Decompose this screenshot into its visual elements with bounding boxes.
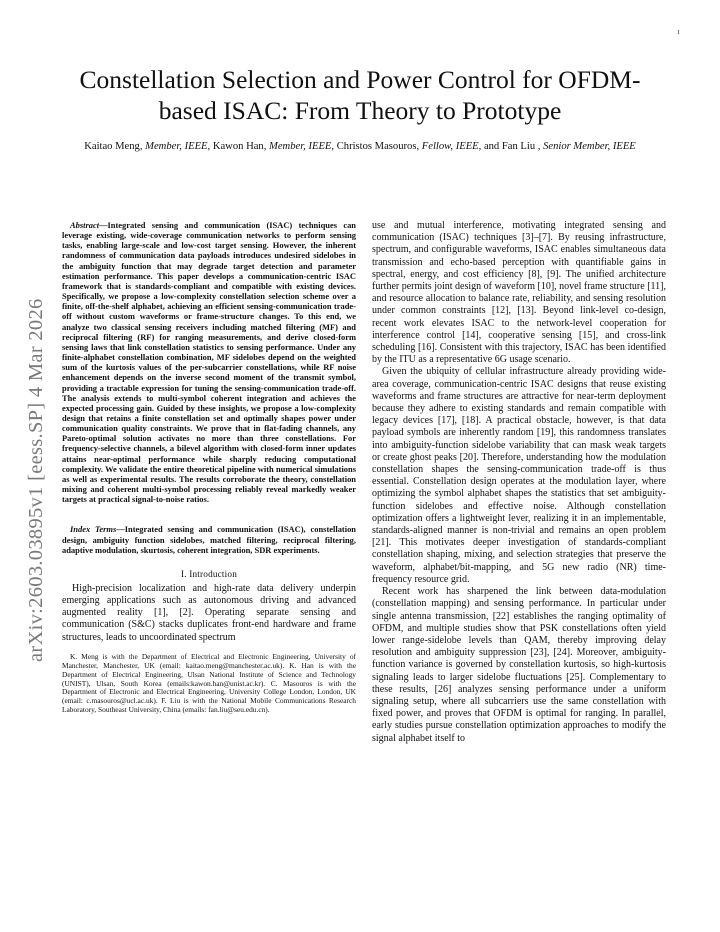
author-name: , Kawon Han,: [207, 141, 267, 152]
body-paragraph: Given the ubiquity of cellular infrastructure already providing wide-area coverage, communication-centric ISAC designs that reuse existing waveforms and frame structures are attractive for near-term deployment because they adhere to existing standards and remain compatible with legacy devices [17], [18]. A practical obstacle, however, is that data payload symbols are inherently random [19], this randomness translates into ambiguity-function sidelobe variability that can mask weak targets or create ghost peaks [20]. Therefore, understanding how the modulation constellation shapes the sensing-communication trade-off is thus essential. Constellation design operates at the modulation layer, where optimizing the symbol alphabet shapes the statistics that set ambiguity-function sidelobes and effective noise. Although constellation optimization offers a lightweight lever, realizing it in an implementable, standards-aligned manner is non-trivial and remains an open problem [21]. This motivates deeper investigation of standards-compliant constellation shaping, mixing, and selection strategies that preserve the waveform, alphabet/bit-mapping, and 5G new radio (NR) time-frequency resource grid.: [372, 366, 666, 585]
index-terms-label: Index Terms: [70, 524, 117, 535]
introduction-paragraph: High-precision localization and high-rate data delivery underpin emerging applications such as autonomous driving and advanced augmented reality [1], [2]. Operating separate sensing and communication (S&C) stacks duplicates front-end hardware and frame structures, leads to uncoordinated spectrum: [62, 582, 356, 643]
right-column: [372, 220, 666, 745]
author-name: , Christos Masouros,: [331, 141, 420, 152]
body-paragraph: Recent work has sharpened the link between data-modulation (constellation mapping) and sensing performance. In particular under single antenna transmission, [22] establishes the ranging optimality of OFDM, and multiple studies show that PSK constellations often yield lower range-sidelobe levels than QAM, thereby improving delay resolution and ambiguity suppression [23], [24]. Moreover, ambiguity-function variance is governed by constellation kurtosis, so high-kurtosis signaling leads to larger sidelobe fluctuations [25]. Complementary to these results, [26] analyzes sensing performance under a uniform signaling setup, where all subcarriers use the same constellation with fixed power, and proves that OFDM is optimal for ranging. In parallel, early studies pursue constellation optimization approaches to modify the signal alphabet itself to: [372, 586, 666, 744]
page-number: 1: [677, 30, 680, 36]
section-heading-introduction: I. Introduction: [180, 568, 238, 579]
index-terms-text: —Integrated sensing and communication (ISAC), constellation design, ambiguity function sidelobes, matched filtering, reciprocal filtering, adaptive modulation, skurtosis, coherent integration, SDR experiments.: [62, 524, 356, 555]
left-column: [62, 220, 356, 715]
paper-title: Constellation Selection and Power Control for OFDM-based ISAC: From Theory to Prototype: [79, 65, 641, 125]
author-name: Kaitao Meng,: [84, 141, 143, 152]
author-name: , and Fan Liu ,: [478, 141, 541, 152]
index-terms: [62, 524, 356, 554]
author-affiliation-role: Fellow, IEEE: [421, 141, 479, 152]
arxiv-identifier-text: arXiv:2603.03895v1 [eess.SP] 4 Mar 2026: [25, 298, 47, 662]
author-affiliation-footnote: K. Meng is with the Department of Electrical and Electronic Engineering, University of Manchester, Manchester, UK (email: kaitao.meng@manchester.ac.uk). K. Han is with the Department of Electrical Engineering, Ulsan National Institute of Science and Technology (UNIST), Ulsan, South Korea (emails:kawon.han@unist.ac.kr). C. Masouros is with the Department of Electronic and Electrical Engineering, University College London, London, UK (email: c.masouros@ucl.ac.uk). F. Liu is with the National Mobile Communications Research Laboratory, Southeast University, China (emails: fan.liu@seu.edu.cn).: [62, 651, 356, 715]
author-affiliation-role: Senior Member, IEEE: [543, 141, 636, 152]
author-affiliation-role: Member, IEEE: [269, 141, 332, 152]
author-affiliation-role: Member, IEEE: [145, 141, 208, 152]
abstract-text: —Integrated sensing and communication (ISAC) techniques can leverage existing, wide-coverage communication networks to perform sensing tasks, enabling large-scale and low-cost target sensing. However, the inherent randomness of communication data payloads introduces undesired sidelobes in the ambiguity function that may degrade target detection and parameter estimation performance. This paper develops a communication-centric ISAC framework that is standards-compliant and compatible with existing devices. Specifically, we propose a low-complexity constellation selection scheme over a finite, off-the-shelf alphabet, achieving an efficient sensing-communication trade-off without custom waveforms or frame-structure changes. To this end, we analyze two classical sensing receivers including matched filtering (MF) and reciprocal filtering (RF) for ranging measurements, and derive closed-form sensing laws that link constellation statistics to sensing performance. Under any finite-alphabet constellation combination, MF sidelobes depend on the weighted sum of the kurtosis values of the per-subcarrier constellations, while RF noise enhancement depends on the inverse second moment of the transmit symbol, providing a tractable expression for tuning the sensing-communication trade-off. The analysis extends to multi-symbol coherent integration and achieves the expected processing gain. Guided by these insights, we propose a low-complexity design that retains a finite constellation set and optimally shapes power under communication quality constraints. We prove that in flat-fading channels, any Pareto-optimal solution activates no more than three constellations. For frequency-selective channels, a bilevel algorithm with closed-form inner updates attains near-optimal performance while sharply reducing computational complexity. We validate the entire theoretical pipeline with numerical simulations as well as experimental results. The results corroborate the theory, constellation mixing and coherent multi-symbol processing reliably reveal markedly weaker targets at practical signal-to-noise ratios.: [62, 220, 356, 505]
body-paragraph: use and mutual interference, motivating integrated sensing and communication (ISAC) techniques [3]–[7]. By reusing infrastructure, spectrum, and configurable waveforms, ISAC enables simultaneous data transmission and echo-based perception with quantifiable gains in spectral, energy, and cost efficiency [8], [9]. The unified architecture further permits joint design of waveform [10], novel frame structure [11], and resource allocation to balance rate, reliability, and sensing resolution under common constraints [12], [13]. Beyond link-level co-design, recent work elevates ISAC to the network-level cooperation for interference control [14], cooperative sensing [15], and cross-link scheduling [16]. Consistent with this trajectory, ISAC has been identified by the ITU as a representative 6G usage scenario.: [372, 220, 666, 366]
author-line: [60, 140, 660, 153]
arxiv-identifier-stamp[interactable]: [16, 250, 56, 670]
abstract-label: Abstract: [70, 220, 100, 230]
abstract: [62, 220, 356, 504]
